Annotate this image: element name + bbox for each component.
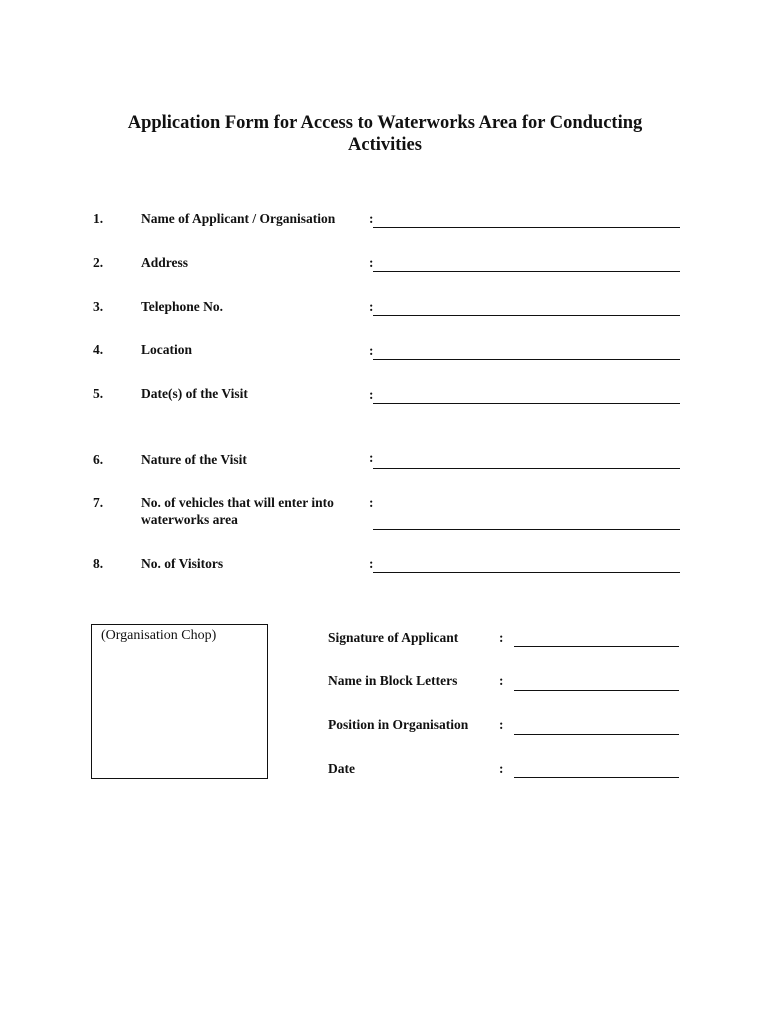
field-colon: : <box>369 343 374 358</box>
field-colon: : <box>369 450 374 465</box>
field-label-visit-nature: Nature of the Visit <box>141 452 247 467</box>
organisation-chop-box[interactable] <box>91 624 268 779</box>
applicant-name-line[interactable] <box>373 227 680 228</box>
field-number: 7. <box>93 495 104 510</box>
field-colon: : <box>369 299 374 314</box>
position-colon: : <box>499 717 504 732</box>
address-line[interactable] <box>373 271 680 272</box>
field-number: 6. <box>93 452 104 467</box>
date-label: Date <box>328 761 355 776</box>
block-letters-colon: : <box>499 673 504 688</box>
organisation-chop-label: (Organisation Chop) <box>101 628 217 643</box>
date-line[interactable] <box>514 777 679 778</box>
visit-dates-line[interactable] <box>373 403 680 404</box>
field-number: 3. <box>93 299 104 314</box>
location-line[interactable] <box>373 359 680 360</box>
field-number: 8. <box>93 556 104 571</box>
field-colon: : <box>369 495 374 510</box>
form-title <box>70 112 700 156</box>
date-colon: : <box>499 761 504 776</box>
field-label-location: Location <box>141 342 193 357</box>
field-label-vehicles: No. of vehicles that will enter into <box>141 495 334 510</box>
field-colon: : <box>369 211 374 226</box>
field-colon: : <box>369 255 374 270</box>
signature-label: Signature of Applicant <box>328 630 459 645</box>
field-number: 1. <box>93 211 104 226</box>
field-label-telephone: Telephone No. <box>141 299 224 314</box>
field-colon: : <box>369 387 374 402</box>
visit-nature-line[interactable] <box>373 468 680 469</box>
position-line[interactable] <box>514 734 679 735</box>
signature-colon: : <box>499 630 504 645</box>
field-number: 5. <box>93 386 104 401</box>
visitors-line[interactable] <box>373 572 680 573</box>
telephone-line[interactable] <box>373 315 680 316</box>
vehicles-line[interactable] <box>373 529 680 530</box>
form-title-line-1: Application Form for Access to Waterworks Area for Conducting <box>127 113 643 133</box>
field-colon: : <box>369 556 374 571</box>
form-title-line-2: Activities <box>348 135 422 155</box>
field-number: 2. <box>93 255 104 270</box>
signature-line[interactable] <box>514 646 679 647</box>
field-label-visitors: No. of Visitors <box>141 556 224 571</box>
block-letters-line[interactable] <box>514 690 679 691</box>
field-label-visit-dates: Date(s) of the Visit <box>141 386 248 401</box>
field-label-vehicles-line-2: waterworks area <box>141 512 238 527</box>
field-label-applicant-name: Name of Applicant / Organisation <box>141 211 336 226</box>
block-letters-label: Name in Block Letters <box>328 673 458 688</box>
position-label: Position in Organisation <box>328 717 469 732</box>
field-label-address: Address <box>141 255 189 270</box>
field-number: 4. <box>93 342 104 357</box>
